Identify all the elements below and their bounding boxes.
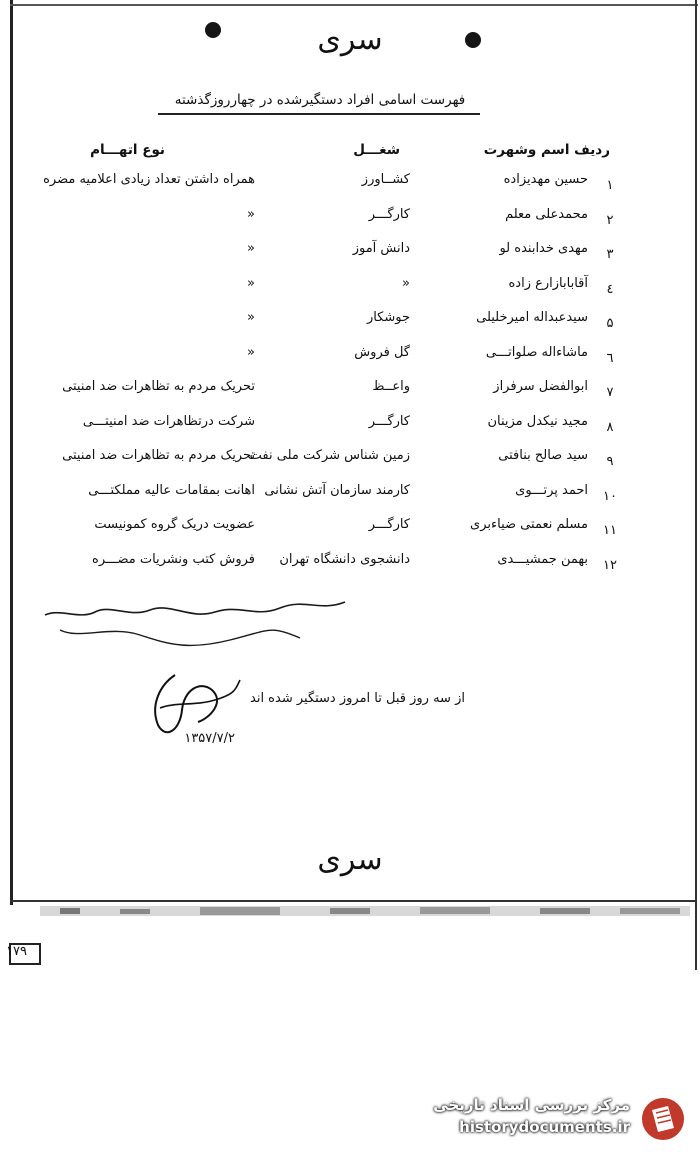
detainee-occupation: کشــاورز xyxy=(361,172,410,187)
detainee-occupation: کارمند سازمان آتش نشانی xyxy=(264,482,410,498)
detainee-name: سیدعبداله امیرخلیلی xyxy=(476,310,588,325)
document-heading: فهرست اسامی افراد دستگیرشده در چهارروزگذشته xyxy=(174,92,466,108)
table-row xyxy=(0,276,700,306)
detainee-name: محمدعلی معلم xyxy=(505,206,588,222)
table-row xyxy=(0,414,700,444)
detainee-charge: اهانت بمقامات عالیه مملکتـــی xyxy=(88,482,255,498)
detainee-occupation: دانش آموز xyxy=(352,241,410,256)
detainee-occupation: دانشجوی دانشگاه تهران xyxy=(279,551,410,567)
detainee-name: ابوالفضل سرفراز xyxy=(493,379,588,394)
table-row xyxy=(0,517,700,547)
detainee-charge: « xyxy=(247,241,255,256)
svg-text:۱۳۵۷/۷/۲ xyxy=(184,731,235,746)
row-number: ۱۰ xyxy=(603,488,617,504)
row-number: ۵ xyxy=(606,316,614,331)
scan-edge-top xyxy=(10,4,698,6)
column-header-occupation: شغـــل xyxy=(353,142,400,158)
row-number: ۹ xyxy=(606,454,614,469)
archive-stamp: ۱۷۹ xyxy=(6,944,27,959)
table-row xyxy=(0,310,700,340)
detainee-charge: « xyxy=(247,310,255,325)
row-number: ۷ xyxy=(606,385,614,400)
detainee-occupation: جوشکار xyxy=(366,310,410,325)
table-row xyxy=(0,172,700,202)
row-number: ۱۱ xyxy=(603,523,617,538)
detainee-charge: فروش کتب ونشریات مضـــره xyxy=(92,551,255,567)
detainee-occupation: گل فروش xyxy=(354,344,410,360)
detainee-occupation: کارگـــر xyxy=(368,206,410,222)
watermark-url: historydocuments.ir xyxy=(459,1118,630,1136)
detainee-name: بهمن جمشیـــدی xyxy=(497,551,588,567)
detainee-charge: شرکت درتظاهرات ضد امنیتـــی xyxy=(82,413,255,429)
scan-noise-band xyxy=(0,896,700,966)
detainee-name: احمد پرتـــوی xyxy=(515,482,588,498)
detainee-name: مهدی خدابنده لو xyxy=(499,241,588,256)
detainee-name: سید صالح بنافتی xyxy=(498,448,588,463)
table-row xyxy=(0,448,700,478)
table-row xyxy=(0,552,700,582)
row-number: ۸ xyxy=(606,419,614,435)
detainee-charge: تحریک مردم به تظاهرات ضد امنیتی xyxy=(62,448,255,463)
table-row xyxy=(0,483,700,513)
detainee-name: ماشاءاله صلواتـــی xyxy=(485,344,588,360)
row-number: ۲ xyxy=(606,212,614,228)
row-number: ۱۲ xyxy=(603,557,617,573)
column-header-charge: نوع اتهـــام xyxy=(90,142,165,158)
watermark-persian: مرکز بررسی اسناد تاریخی xyxy=(433,1096,630,1114)
table-row xyxy=(0,345,700,375)
detainee-occupation: زمین شناس شرکت ملی نفت xyxy=(249,448,410,463)
detainee-name: مجید نیکدل مزینان xyxy=(487,413,588,429)
detainee-charge: همراه داشتن تعداد زیادی اعلامیه مضره xyxy=(43,172,255,187)
detainee-name: حسین مهدیزاده xyxy=(503,172,588,187)
classification-mark-bottom: سری xyxy=(317,842,383,877)
classification-mark-top: سری xyxy=(317,22,383,57)
detainee-charge: « xyxy=(247,275,255,291)
detainee-charge: « xyxy=(247,206,255,222)
handwritten-note: از سه روز قبل تا امروز دستگیر شده اند xyxy=(250,691,465,706)
handwritten-annotation xyxy=(0,590,465,760)
row-number: ٦ xyxy=(606,350,614,366)
detainee-occupation: کارگـــر xyxy=(368,517,410,532)
archive-logo-icon xyxy=(638,1094,688,1144)
table-row xyxy=(0,241,700,271)
detainee-occupation: کارگـــر xyxy=(368,413,410,429)
table-row xyxy=(0,379,700,409)
detainee-occupation: « xyxy=(402,275,410,291)
detainee-name: آقابابازارع زاده xyxy=(508,275,588,291)
svg-text:از سه روز قبل تا امروز دستگیر xyxy=(250,690,465,706)
row-number: ۳ xyxy=(606,247,614,262)
column-header-name: ردیف اسم وشهرت xyxy=(483,142,610,158)
detainee-name: مسلم نعمتی ضیاءبری xyxy=(470,517,588,532)
table-row xyxy=(0,207,700,237)
detainee-occupation: واعــظ xyxy=(372,379,410,394)
row-number: ٤ xyxy=(606,281,614,297)
detainee-charge: « xyxy=(247,344,255,360)
archive-watermark xyxy=(398,1092,688,1144)
handwritten-date: ۱۳۵۷/۷/۲ xyxy=(184,731,235,746)
row-number: ۱ xyxy=(606,178,614,193)
detainee-charge: عضویت دریک گروه کمونیست xyxy=(94,517,255,532)
heading-underline xyxy=(158,113,480,115)
detainee-charge: تحریک مردم به تظاهرات ضد امنیتی xyxy=(62,379,255,394)
